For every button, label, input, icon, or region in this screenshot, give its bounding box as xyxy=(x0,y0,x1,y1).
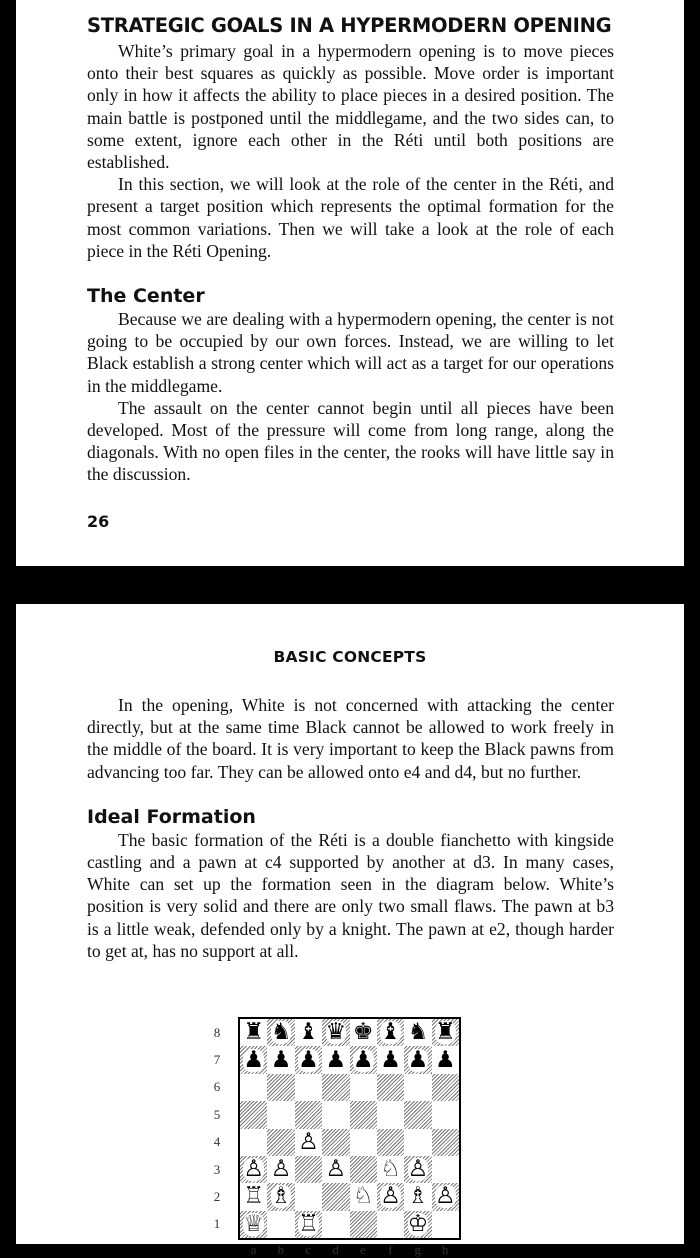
center-paragraph-2: The assault on the center cannot begin until all pieces have been developed. Most of the pressure will come from long range, along the diagonals. With no open files in the center, the rooks will have little say in the discussion. xyxy=(87,397,614,485)
square-f3 xyxy=(377,1156,404,1183)
chess-piece: ♟ xyxy=(352,1046,374,1073)
square-h4 xyxy=(432,1129,459,1156)
chess-piece: ♟ xyxy=(298,1046,319,1073)
square-d3 xyxy=(322,1156,349,1183)
square-c1 xyxy=(295,1211,322,1238)
square-f5 xyxy=(377,1101,404,1128)
chess-piece: ♗ xyxy=(270,1183,292,1210)
square-h3 xyxy=(432,1156,459,1183)
square-a3 xyxy=(240,1156,267,1183)
file-label: a xyxy=(250,1242,257,1257)
chess-piece: ♙ xyxy=(298,1128,319,1155)
square-b4 xyxy=(267,1129,294,1156)
chess-piece: ♜ xyxy=(243,1019,264,1046)
chess-piece: ♙ xyxy=(380,1183,401,1210)
square-a7 xyxy=(240,1046,267,1073)
book-page-27 xyxy=(16,604,684,1257)
square-c3 xyxy=(295,1156,322,1183)
square-f8 xyxy=(377,1019,404,1046)
square-b1 xyxy=(267,1211,294,1238)
chess-piece: ♘ xyxy=(352,1183,374,1210)
square-g1 xyxy=(404,1211,431,1238)
chess-piece: ♖ xyxy=(298,1210,319,1237)
square-b8 xyxy=(267,1019,294,1046)
chess-piece: ♙ xyxy=(325,1156,347,1183)
subhead-ideal-formation: Ideal Formation xyxy=(87,805,256,828)
chess-piece: ♟ xyxy=(325,1046,347,1073)
rank-label: 5 xyxy=(213,1106,221,1122)
chess-piece: ♙ xyxy=(270,1156,292,1183)
square-a1 xyxy=(240,1211,267,1238)
rank-label: 1 xyxy=(213,1216,221,1232)
chess-piece: ♛ xyxy=(325,1019,347,1046)
chess-piece: ♘ xyxy=(380,1156,401,1183)
file-label: c xyxy=(305,1242,312,1257)
page-27-content xyxy=(87,694,614,962)
square-f4 xyxy=(377,1129,404,1156)
square-g6 xyxy=(404,1074,431,1101)
chess-piece: ♕ xyxy=(243,1210,264,1237)
square-f1 xyxy=(377,1211,404,1238)
square-d8 xyxy=(322,1019,349,1046)
file-label: e xyxy=(360,1242,366,1257)
intro-paragraph-1: White’s primary goal in a hypermodern opening is to move pieces onto their best squares as quickly as possible. Move order is important only in how it affects the ability to place pieces in a desired position. The main battle is postponed until the middlegame, and the two sides can, to some extent, ignore each other in the Réti until both positions are established. xyxy=(87,41,614,173)
square-h8 xyxy=(432,1019,459,1046)
square-c5 xyxy=(295,1101,322,1128)
square-g3 xyxy=(404,1156,431,1183)
square-c6 xyxy=(295,1074,322,1101)
square-f6 xyxy=(377,1074,404,1101)
square-e5 xyxy=(350,1101,377,1128)
square-h7 xyxy=(432,1046,459,1073)
rank-label: 7 xyxy=(213,1052,221,1068)
square-e2 xyxy=(350,1183,377,1210)
running-head: BASIC CONCEPTS xyxy=(273,648,427,666)
chess-piece: ♟ xyxy=(435,1046,456,1073)
intro-paragraph-2: In this section, we will look at the role of the center in the Réti, and present a target position which represents the optimal formation for the most common variations. Then we will take a look at the role of each piece in the Réti Opening. xyxy=(87,174,614,261)
rank-label: 4 xyxy=(213,1134,221,1150)
chess-piece: ♙ xyxy=(243,1156,264,1183)
chess-piece: ♝ xyxy=(380,1019,401,1046)
chess-board xyxy=(238,1017,461,1240)
chess-piece: ♜ xyxy=(435,1019,456,1046)
chess-piece: ♟ xyxy=(407,1046,429,1073)
square-e3 xyxy=(350,1156,377,1183)
formation-paragraph: The basic formation of the Réti is a double fianchetto with kingside castling and a pawn at c4 supported by another at d3. In many cases, White can set up the formation seen in the diagram below. White’s position is very solid and there are only two small flaws. The pawn at b3 is a little weak, defended only by a knight. The pawn at e2, though harder to get at, has no support at all. xyxy=(87,829,614,961)
file-label: h xyxy=(441,1242,449,1257)
chess-piece: ♟ xyxy=(243,1046,264,1073)
square-c8 xyxy=(295,1019,322,1046)
square-a5 xyxy=(240,1101,267,1128)
square-a2 xyxy=(240,1183,267,1210)
square-e1 xyxy=(350,1211,377,1238)
file-label: b xyxy=(277,1242,285,1257)
square-f7 xyxy=(377,1046,404,1073)
square-h1 xyxy=(432,1211,459,1238)
file-label: d xyxy=(332,1242,339,1257)
opening-paragraph: In the opening, White is not concerned with attacking the center directly, but at the same time Black cannot be allowed to work freely in the middle of the board. It is very important to keep the Black pawns from advancing too far. They can be allowed onto e4 and d4, but no further. xyxy=(87,695,614,782)
square-d2 xyxy=(322,1183,349,1210)
square-a8 xyxy=(240,1019,267,1046)
square-h6 xyxy=(432,1074,459,1101)
square-g4 xyxy=(404,1129,431,1156)
square-b3 xyxy=(267,1156,294,1183)
square-b7 xyxy=(267,1046,294,1073)
square-c7 xyxy=(295,1046,322,1073)
square-g2 xyxy=(404,1183,431,1210)
file-label: g xyxy=(414,1242,421,1257)
file-label: f xyxy=(388,1242,393,1257)
square-e7 xyxy=(350,1046,377,1073)
chess-piece: ♙ xyxy=(435,1183,456,1210)
square-f2 xyxy=(377,1183,404,1210)
square-d5 xyxy=(322,1101,349,1128)
chess-piece: ♔ xyxy=(407,1210,429,1237)
square-d4 xyxy=(322,1129,349,1156)
square-g5 xyxy=(404,1101,431,1128)
subhead-the-center: The Center xyxy=(87,285,205,308)
square-b2 xyxy=(267,1183,294,1210)
rank-label: 6 xyxy=(213,1079,221,1095)
chess-piece: ♗ xyxy=(407,1183,429,1210)
square-c4 xyxy=(295,1129,322,1156)
rank-label: 2 xyxy=(213,1188,221,1204)
chess-piece: ♟ xyxy=(270,1046,292,1073)
square-b6 xyxy=(267,1074,294,1101)
square-e4 xyxy=(350,1129,377,1156)
page-26-content xyxy=(87,14,614,486)
chess-piece: ♙ xyxy=(407,1156,429,1183)
center-paragraph-1: Because we are dealing with a hypermodern opening, the center is not going to be occupied by our own forces. Instead, we are willing to let Black establish a strong center which will act as a target for our operations in the middlegame. xyxy=(87,309,614,396)
square-e8 xyxy=(350,1019,377,1046)
square-h2 xyxy=(432,1183,459,1210)
square-a6 xyxy=(240,1074,267,1101)
square-g8 xyxy=(404,1019,431,1046)
square-d6 xyxy=(322,1074,349,1101)
book-page-26 xyxy=(16,0,684,566)
square-g7 xyxy=(404,1046,431,1073)
section-title: STRATEGIC GOALS IN A HYPERMODERN OPENING xyxy=(87,14,612,37)
chess-piece: ♞ xyxy=(407,1019,429,1046)
chess-piece: ♖ xyxy=(243,1183,264,1210)
chess-piece: ♝ xyxy=(298,1019,319,1046)
square-d7 xyxy=(322,1046,349,1073)
square-e6 xyxy=(350,1074,377,1101)
square-b5 xyxy=(267,1101,294,1128)
page-number: 26 xyxy=(87,512,110,531)
chess-piece: ♚ xyxy=(352,1019,374,1046)
square-a4 xyxy=(240,1129,267,1156)
square-d1 xyxy=(322,1211,349,1238)
square-h5 xyxy=(432,1101,459,1128)
square-c2 xyxy=(295,1183,322,1210)
chess-piece: ♟ xyxy=(380,1046,401,1073)
rank-label: 8 xyxy=(213,1024,221,1040)
rank-label: 3 xyxy=(213,1161,221,1177)
chess-piece: ♞ xyxy=(270,1019,292,1046)
